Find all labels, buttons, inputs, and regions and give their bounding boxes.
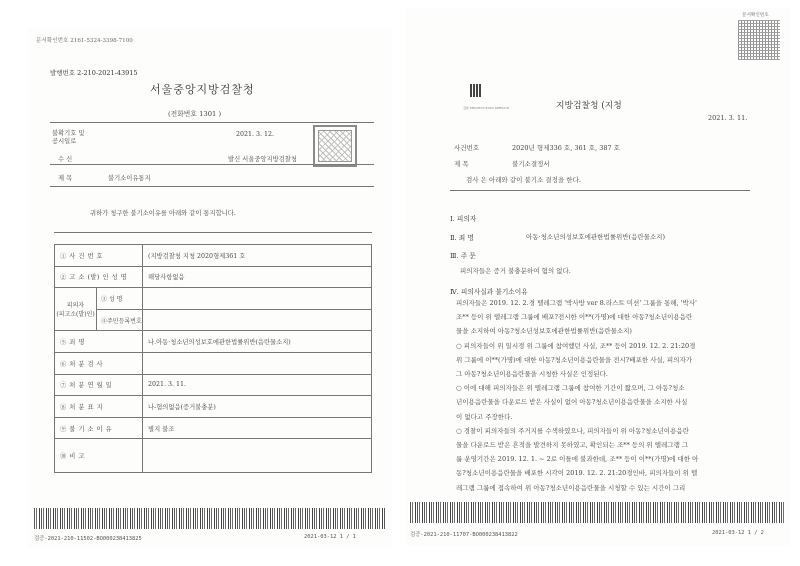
body-line: 레그램 그룹에 접속하여 위 아동?청소년이용음란물을 시청할 수 있는 시간이 그리 — [456, 483, 686, 492]
row-label: ⑩ 비 고 — [55, 439, 143, 473]
subject-value: 불기소이유통지 — [108, 175, 151, 182]
row-value — [143, 288, 372, 310]
table-row — [55, 374, 372, 396]
name-label: ③ 성 명 — [97, 288, 142, 310]
section-accused: Ⅰ. 피의자 — [450, 215, 477, 223]
row-label: ⑨ 불 기 소 이 유 — [55, 417, 143, 439]
recipient-label: 수 신 — [58, 156, 73, 163]
body-line: 그 아동?청소년이용음란물을 시청한 사실은 인정된다. — [456, 370, 608, 378]
table-row — [55, 266, 372, 288]
body-line: 물을 소지하여 아동?청소년성보호에관한법률위반(음란물소지) — [456, 327, 632, 336]
body-line: 년이용음란물을 다운로드 받은 사실이 없어 아동?청소년이용음란물을 소지한 사실 — [456, 398, 688, 407]
table-row — [55, 352, 372, 374]
table-row — [55, 396, 372, 418]
right-page-decision — [406, 8, 790, 546]
row-value: 2021. 3. 11. — [143, 374, 372, 396]
body-line: 피의자들은 2019. 12. 2.경 텔레그램 '박사방 ver 8.라스트 미션' 그룹을 통해, '박사' — [456, 299, 697, 307]
body-line: 이 없다고 주장한다. — [456, 412, 513, 421]
row-value — [143, 439, 372, 473]
body-line: ○ 피의자들이 위 일시경 위 그룹에 참여했던 사실, 조** 등이 2019. 12. 2. 21:20경 — [456, 341, 696, 350]
issue-number: 발행번호 2-210-2021-43915 — [50, 69, 138, 77]
notice-table — [54, 244, 372, 473]
phone-line: (전화번호 1301 ) — [168, 110, 222, 118]
row-label: ② 고 소 (발) 인 성 명 — [55, 266, 143, 288]
agency-title: 서울중앙지방검찰청 — [150, 83, 255, 96]
footer-barcode — [410, 502, 786, 523]
date-label: 불확기호 및 — [52, 130, 85, 137]
qr-code — [738, 20, 780, 60]
footer-verify-code: 검증-2021-210-11502-BO000238413825 — [34, 536, 142, 542]
table-row — [55, 331, 372, 353]
row-value: 별지 불조 — [143, 417, 372, 439]
official-seal — [313, 125, 357, 167]
body-line: ○ 경찰이 피의자들의 주거지를 수색하였으나, 피의자들이 위 아동?청소년이용음란 — [456, 426, 689, 435]
footer-page-info: 2021-03-12 1 / 1 — [304, 534, 356, 540]
body-line: 룹 운영기간은 2019. 12. 1. ~ 2로 이틀에 불과한데, 조** 등이 이**(가명)에 대한 아 — [456, 455, 699, 464]
qr-caption: 문서확인번호 — [742, 13, 769, 18]
body-line: ○ 이에 대해 피의자들은 위 텔레그램 그룹에 참여한 기간이 짧으며, 그 아동?청소 — [456, 384, 685, 393]
table-row — [55, 417, 372, 439]
logo-caption: 검찰 PROSECUTION SERVICE — [463, 106, 510, 110]
date-value: 2021. 3. 12. — [236, 131, 275, 138]
divider — [54, 232, 372, 233]
divider — [50, 186, 374, 187]
intro-text: 귀하가 청구한 불기소이유를 아래와 같이 통지합니다. — [90, 210, 236, 217]
body-line: 위 그룹에 이**(가명)에 대한 아동?청소년이용음란물을 전시?배포한 사실, 피의자가 — [456, 355, 692, 364]
accused-cell — [55, 288, 143, 331]
decision-date: 2021. 3. 11. — [708, 114, 748, 122]
footer-page-info: 2021-03-12 1 / 2 — [712, 530, 764, 536]
row-value: (지방검찰청 지청 2020형제361 호 — [143, 245, 372, 267]
row-label: ⑤ 죄 명 — [55, 331, 143, 353]
accused-label-sub: (피고소(발)인) — [56, 311, 95, 319]
subject-label: 제 목 — [454, 160, 469, 168]
body-line: 조** 등이 위 텔레그램 그룹에 배포?전시한 이**(가명)에 대한 아동?청소년이용음란 — [456, 313, 693, 322]
body-line: 동?청소년이용음란물을 배포한 시각이 2019. 12. 2. 21:20경인바, 피의자들이 위 텔 — [456, 469, 698, 478]
date-label-2: 공시일로 — [52, 138, 77, 145]
footer-barcode — [34, 508, 386, 529]
row-label: ⑥ 처 분 검 사 — [55, 352, 143, 374]
row-value: 나.아동·청소년의성보호에관한법률위반(음란물소지) — [143, 331, 372, 353]
prosecution-logo-icon — [468, 84, 484, 104]
row-label: ⑦ 처 분 연 월 일 — [55, 374, 143, 396]
prosecutor-line: 검사 은 아래와 같이 불기소 결정을 한다. — [466, 176, 581, 184]
case-value: 2020년 형제336 호, 361 호, 387 호 — [512, 144, 620, 152]
footer-verify-code: 검증-2021-210-11707-BO000238413822 — [410, 532, 518, 538]
subject-label: 제 목 — [58, 175, 73, 182]
table-row — [55, 245, 372, 267]
agency-title: 지방검찰청 (지청 — [556, 101, 622, 111]
section-order-text: 피의자들은 증거 불충분하여 혐의 없다. — [460, 267, 571, 275]
doc-verify-number: 문서확인번호 2161-5324-3398-7100 — [36, 38, 133, 44]
row-label: ① 사 건 번 호 — [55, 245, 143, 267]
section-facts: Ⅳ. 피의사실과 불기소이유 — [450, 288, 528, 296]
row-value: 해당사항없음 — [143, 266, 372, 288]
table-row — [55, 288, 372, 310]
row-value — [143, 309, 372, 331]
row-label: ⑧ 처 분 표 지 — [55, 396, 143, 418]
row-value — [143, 352, 372, 374]
sender-value: 발신 서울중앙지방검찰청 — [228, 156, 297, 163]
subject-value: 불기소결정서 — [512, 160, 550, 168]
row-value: 나-혐의없음(증거불충분) — [143, 396, 372, 418]
section-charge-label: Ⅱ. 죄 명 — [450, 234, 474, 242]
section-order: Ⅲ. 주 문 — [450, 252, 476, 260]
divider — [50, 122, 374, 123]
section-charge-value: 아동·청소년의성보호에관한법률위반(음란물소지) — [526, 233, 665, 241]
table-row — [55, 439, 372, 473]
divider — [450, 190, 750, 191]
case-label: 사건번호 — [454, 144, 480, 152]
rrn-label: ④주민등록번호 — [101, 317, 142, 325]
left-page-notice — [28, 28, 392, 548]
accused-label: 피의자 — [66, 302, 85, 310]
body-line: 물을 다운로드 받은 흔적을 발견하지 못하였고, 확인되는 조** 등의 위 텔레그램 그 — [456, 441, 689, 449]
